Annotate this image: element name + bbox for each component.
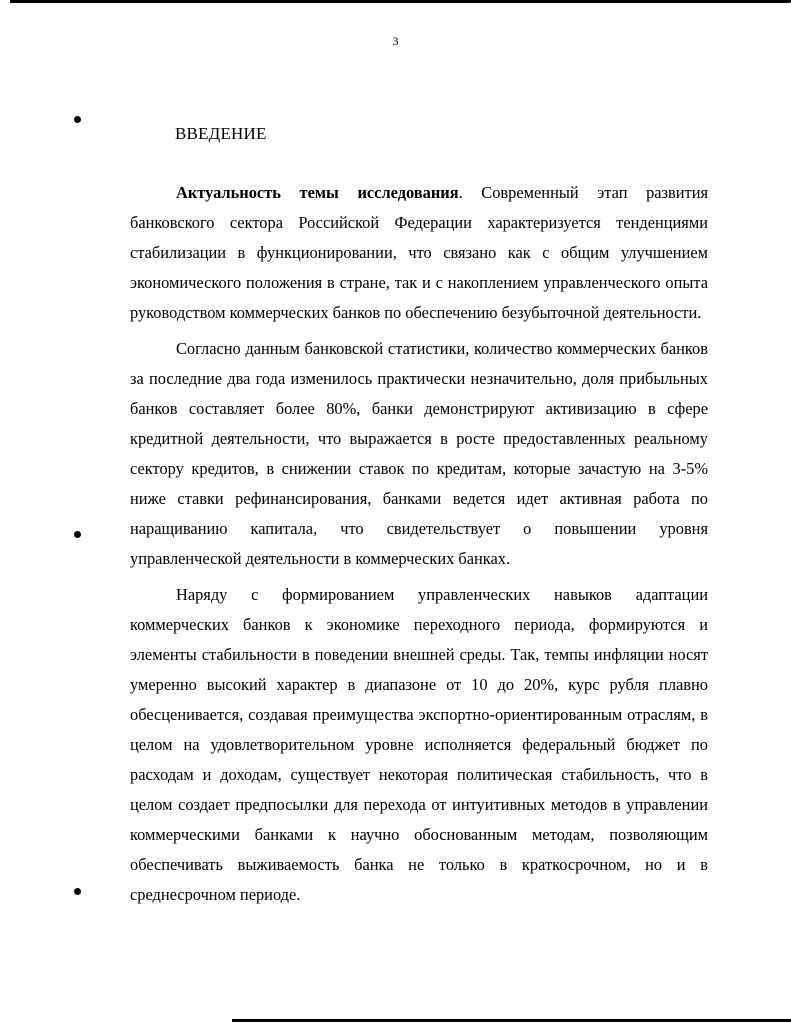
section-heading: ВВЕДЕНИЕ bbox=[175, 124, 267, 143]
page-number: 3 bbox=[392, 34, 399, 48]
margin-dot bbox=[74, 531, 81, 538]
paragraph-statistics bbox=[130, 334, 708, 574]
top-border-rule bbox=[10, 0, 791, 3]
paragraph-environment bbox=[130, 580, 708, 910]
margin-dot bbox=[74, 888, 81, 895]
paragraph-text: . Современный этап развития банковского сектора Российской Федерации характеризуется тенденциями стабилизации в функционировании, что связано как с общим улучшением экономического положения в стране, так и с накоплением управленческого опыта руководством коммерческих банков по обеспечению безубыточной деятельности. bbox=[130, 183, 709, 322]
bottom-border-rule bbox=[232, 1019, 791, 1022]
paragraph-text: Согласно данным банковской статистики, количество коммерческих банков за последние два года изменилось практически незначительно, доля прибыльных банков составляет более 80%, банки демонстрируют активизацию в сфере кредитной деятельности, что выражается в росте предоставленных реальному сектору кредитов, в снижении ставок по кредитам, которые зачастую на 3-5% ниже ставки рефинансирования, банками ведется идет активная работа по наращиванию капитала, что свидетельствует о повышении уровня управленческой деятельности в коммерческих банках. bbox=[130, 339, 708, 568]
paragraph-text: Наряду с формированием управленческих навыков адаптации коммерческих банков к экономике переходного периода, формируются и элементы стабильности в поведении внешней среды. Так, темпы инфляции носят умеренно высокий характер в диапазоне от 10 до 20%, курс рубля плавно обесценивается, создавая преимущества экспортно-ориентированным отраслям, в целом на удовлетворительном уровне исполняется федеральный бюджет по расходам и доходам, существует некоторая политическая стабильность, что в целом создает предпосылки для перехода от интуитивных методов в управлении коммерческими банками к научно обоснованным методам, позволяющим обеспечивать выживаемость банка не только в краткосрочном, но и в среднесрочном периоде. bbox=[130, 585, 708, 904]
paragraph-lead: Актуальность темы исследования bbox=[176, 183, 459, 202]
margin-dot bbox=[74, 116, 81, 123]
paragraph-relevance bbox=[130, 178, 708, 328]
body-text bbox=[130, 178, 708, 910]
